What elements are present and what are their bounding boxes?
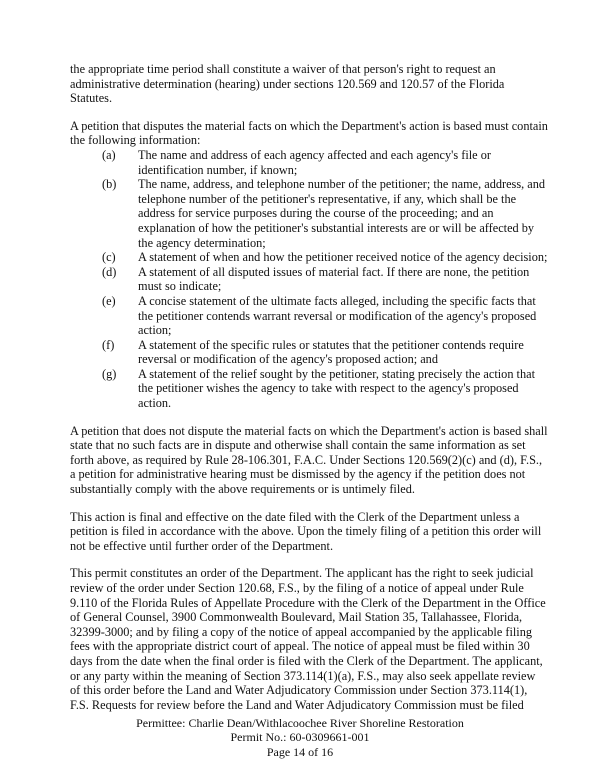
list-item-text: A statement of all disputed issues of material fact. If there are none, the petition must so indicate;	[138, 264, 530, 294]
paragraph-no-dispute: A petition that does not dispute the material facts on which the Department's action is based shall state that no such facts are in dispute and otherwise shall contain the same information as set forth above, as required by Rule 28-106.301, F.A.C. Under Sections 120.569(2)(c) and (d), F.S., a petition for administrative hearing must be dismissed by the agency if the petition does not substantially comply with the above requirements or is untimely filed.	[70, 423, 548, 497]
list-item-label: (f)	[102, 337, 115, 352]
list-item	[70, 265, 548, 294]
document-body	[70, 62, 548, 725]
list-item-text: The name, address, and telephone number of the petitioner; the name, address, and telephone number of the petitioner's representative, if any, which shall be the address for service purposes during the course of the proceeding; and an explanation of how the petitioner's substantial interests are or will be affected by the agency determination;	[138, 177, 546, 250]
footer-permit-number: Permit No.: 60-0309661-001	[230, 730, 370, 745]
list-item	[70, 250, 548, 265]
list-item-text: The name and address of each agency affected and each agency's file or identification number, if known;	[138, 147, 491, 177]
list-item-label: (b)	[102, 177, 117, 192]
paragraph-petition-requirements: A petition that disputes the material facts on which the Department's action is based must contain the following information:	[70, 118, 548, 148]
list-item-text: A concise statement of the ultimate facts alleged, including the specific facts that the petitioner contends warrant reversal or modification of the agency's proposed action;	[138, 293, 537, 338]
paragraph-judicial-review: This permit constitutes an order of the Department. The applicant has the right to seek judicial review of the order under Section 120.68, F.S., by the filing of a notice of appeal under Rule 9.110 of the Florida Rules of Appellate Procedure with the Clerk of the Department in the Office of General Counsel, 3900 Commonwealth Boulevard, Mail Station 35, Tallahassee, Florida, 32399-3000; and by filing a copy of the notice of appeal accompanied by the applicable filing fees with the appropriate district court of appeal. The notice of appeal must be filed within 30 days from the date when the final order is filed with the Clerk of the Department. The applicant, or any party within the meaning of Section 373.114(1)(a), F.S., may also seek appellate review of this order before the Land and Water Adjudicatory Commission under Section 373.114(1), F.S. Requests for review before the Land and Water Adjudicatory Commission must be filed	[70, 566, 546, 712]
list-item-text: A statement of the relief sought by the petitioner, stating precisely the action that the petitioner wishes the agency to take with respect to the agency's proposed action.	[138, 366, 535, 411]
footer-permittee: Permittee: Charlie Dean/Withlacoochee River Shoreline Restoration	[136, 716, 464, 730]
list-item-label: (c)	[102, 250, 116, 265]
paragraph-waiver: the appropriate time period shall constitute a waiver of that person's right to request an administrative determination (hearing) under sections 120.569 and 120.57 of the Florida Statutes.	[70, 62, 505, 106]
list-item-label: (d)	[102, 264, 117, 279]
list-item	[70, 367, 548, 411]
list-item	[70, 294, 548, 338]
list-item-label: (g)	[102, 366, 117, 381]
requirements-list	[70, 148, 548, 411]
footer-page-number: Page 14 of 16	[266, 744, 334, 759]
list-item-text: A statement of when and how the petitioner received notice of the agency decision;	[138, 250, 548, 265]
list-item-label: (a)	[102, 147, 116, 162]
list-item	[70, 148, 548, 177]
paragraph-final-action: This action is final and effective on the date filed with the Clerk of the Department unless a petition is filed in accordance with the above. Upon the timely filing of a petition this order will not be effective until further order of the Department.	[70, 509, 542, 553]
list-item	[70, 338, 548, 367]
list-item	[70, 177, 548, 250]
list-item-text: A statement of the specific rules or statutes that the petitioner contends require reversal or modification of the agency's proposed action; and	[138, 337, 524, 367]
list-item-label: (e)	[102, 293, 116, 308]
page-footer	[0, 716, 600, 759]
